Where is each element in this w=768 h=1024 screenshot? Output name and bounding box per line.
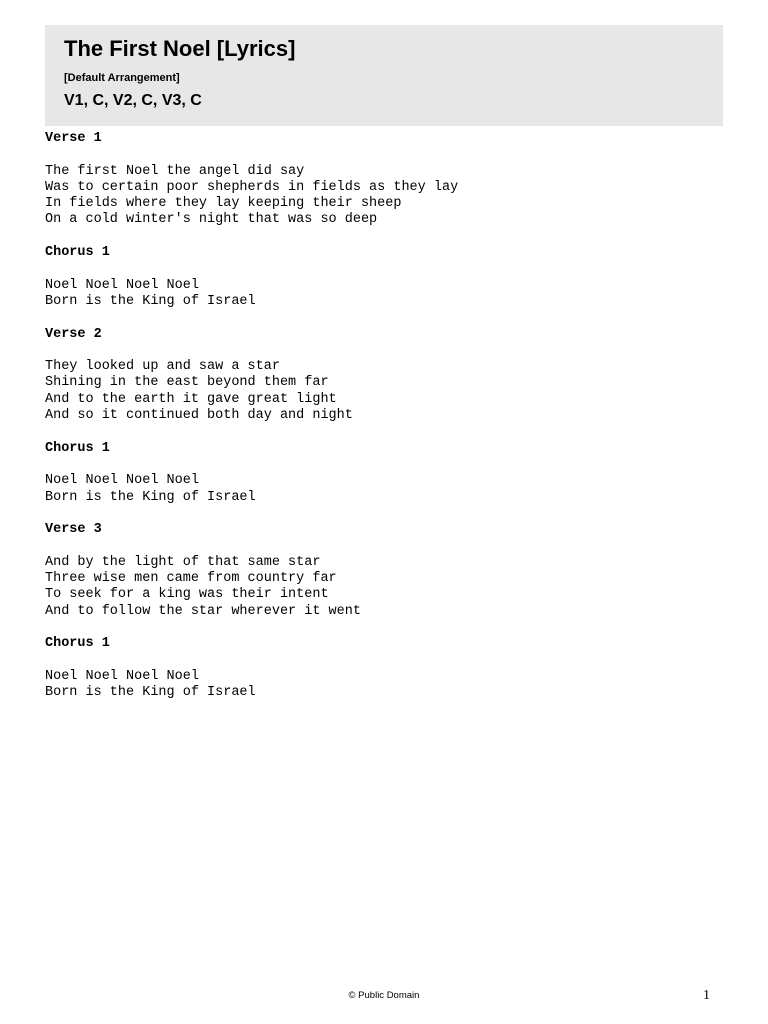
section-label: Verse 1: [45, 131, 102, 146]
song-header: [45, 25, 723, 126]
section-label: Verse 3: [45, 522, 102, 538]
lyric-line: Noel Noel Noel Noel: [45, 668, 199, 684]
lyric-line: Noel Noel Noel Noel: [45, 277, 199, 293]
lyric-line: Noel Noel Noel Noel: [45, 473, 199, 489]
section-lines: [45, 669, 725, 702]
copyright-notice: © Public Domain: [348, 990, 420, 1001]
lyric-line: They looked up and saw a star: [45, 359, 280, 375]
lyric-line: Was to certain poor shepherds in fields as they lay: [45, 179, 459, 195]
lyric-section-verse-3: [45, 522, 725, 620]
page-number: 1: [703, 988, 710, 1003]
lyric-line: Born is the King of Israel: [45, 685, 256, 701]
section-lines: [45, 278, 725, 311]
section-lines: [45, 164, 725, 229]
lyric-section-verse-2: [45, 327, 725, 425]
arrangement-name: [Default Arrangement]: [64, 72, 180, 84]
lyric-line: Born is the King of Israel: [45, 489, 256, 505]
lyric-section-chorus-1: [45, 245, 725, 310]
lyric-line: The first Noel the angel did say: [45, 163, 305, 179]
section-lines: [45, 555, 725, 620]
lyric-line: Three wise men came from country far: [45, 571, 337, 587]
lyric-line: And so it continued both day and night: [45, 408, 353, 424]
lyric-line: In fields where they lay keeping their sheep: [45, 196, 402, 212]
lyric-line: Shining in the east beyond them far: [45, 375, 329, 391]
section-lines: [45, 359, 725, 424]
lyric-line: And to follow the star wherever it went: [45, 603, 361, 619]
lyric-section-chorus-1: [45, 636, 725, 701]
lyric-section-verse-1: [45, 131, 725, 229]
lyric-line: And by the light of that same star: [45, 554, 321, 570]
section-label: Chorus 1: [45, 440, 110, 456]
lyric-line: Born is the King of Israel: [45, 293, 256, 309]
song-title: The First Noel [Lyrics]: [64, 36, 296, 61]
lyric-section-chorus-1: [45, 441, 725, 506]
section-label: Chorus 1: [45, 245, 110, 261]
song-sequence: V1, C, V2, C, V3, C: [64, 92, 202, 109]
lyric-line: On a cold winter's night that was so deep: [45, 212, 378, 228]
section-lines: [45, 473, 725, 506]
section-label: Verse 2: [45, 326, 102, 342]
lyrics-body: [45, 131, 725, 718]
section-label: Chorus 1: [45, 636, 110, 652]
lyric-line: To seek for a king was their intent: [45, 587, 329, 603]
lyric-line: And to the earth it gave great light: [45, 391, 337, 407]
